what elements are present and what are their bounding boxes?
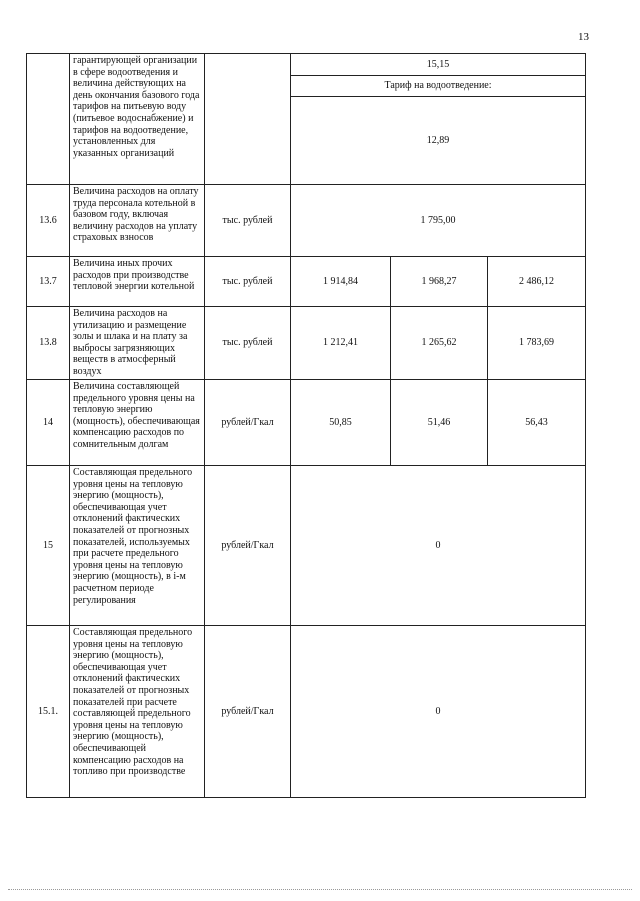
row-value-2: 1 968,27 <box>391 257 488 307</box>
row-description: Величина расходов на утилизацию и размещение золы и шлака и на плату за выбросы загрязняющих веществ в атмосферный воздух <box>70 307 205 380</box>
row-unit: рублей/Гкал <box>205 626 291 798</box>
row-value-3: 1 783,69 <box>488 307 586 380</box>
page-number: 13 <box>578 31 589 43</box>
row-value: 0 <box>291 626 586 798</box>
sewage-tariff-header: Тариф на водоотведение: <box>291 76 586 97</box>
row-description: Составляющая предельного уровня цены на тепловую энергию (мощность), обеспечивающая учет отклонений фактических показателей от прогнозных показателей, используемых при расчете предельного уровня цены на тепловую энергию (мощность), в i-м расчетном периоде регулирования <box>70 466 205 626</box>
table-row <box>27 380 586 466</box>
row-value-2: 1 265,62 <box>391 307 488 380</box>
row-unit: рублей/Гкал <box>205 380 291 466</box>
table-row <box>27 626 586 798</box>
table-row <box>27 185 586 257</box>
row-value-1: 1 914,84 <box>291 257 391 307</box>
row-value-2: 51,46 <box>391 380 488 466</box>
row-number: 13.6 <box>27 185 70 257</box>
row-unit: тыс. рублей <box>205 307 291 380</box>
row-description: Величина иных прочих расходов при производстве тепловой энергии котельной <box>70 257 205 307</box>
row-value-1: 1 212,41 <box>291 307 391 380</box>
row-number: 13.8 <box>27 307 70 380</box>
row-number <box>27 54 70 185</box>
row-description: гарантирующей организации в сфере водоотведения и величина действующих на день окончания базового года тарифов на питьевую воду (питьевое водоснабжение) и тарифов на водоотведение, установленных для указанных организаций <box>70 54 205 185</box>
row-value-1: 50,85 <box>291 380 391 466</box>
row-number: 15 <box>27 466 70 626</box>
tariff-table <box>26 53 586 798</box>
row-number: 13.7 <box>27 257 70 307</box>
table-row <box>27 307 586 380</box>
table-row <box>27 466 586 626</box>
row-unit: рублей/Гкал <box>205 466 291 626</box>
water-tariff-value: 15,15 <box>291 54 586 76</box>
row-description: Величина расходов на оплату труда персонала котельной в базовом году, включая величину расходов на уплату страховых взносов <box>70 185 205 257</box>
table-row <box>27 257 586 307</box>
row-number: 15.1. <box>27 626 70 798</box>
row-description: Величина составляющей предельного уровня цены на тепловую энергию (мощность), обеспечивающая компенсацию расходов по сомнительным долгам <box>70 380 205 466</box>
row-number: 14 <box>27 380 70 466</box>
row-value-3: 2 486,12 <box>488 257 586 307</box>
row-unit: тыс. рублей <box>205 257 291 307</box>
row-description: Составляющая предельного уровня цены на тепловую энергию (мощность), обеспечивающая учет отклонений фактических показателей от прогнозных показателей при расчете составляющей предельного уровня цены на тепловую энергию (мощность), обеспечивающей компенсацию расходов на топливо при производстве <box>70 626 205 798</box>
row-value: 1 795,00 <box>291 185 586 257</box>
sewage-tariff-value: 12,89 <box>291 97 586 185</box>
row-unit: тыс. рублей <box>205 185 291 257</box>
page-bottom-edge <box>8 889 632 890</box>
row-unit <box>205 54 291 185</box>
row-value: 0 <box>291 466 586 626</box>
row-value-3: 56,43 <box>488 380 586 466</box>
